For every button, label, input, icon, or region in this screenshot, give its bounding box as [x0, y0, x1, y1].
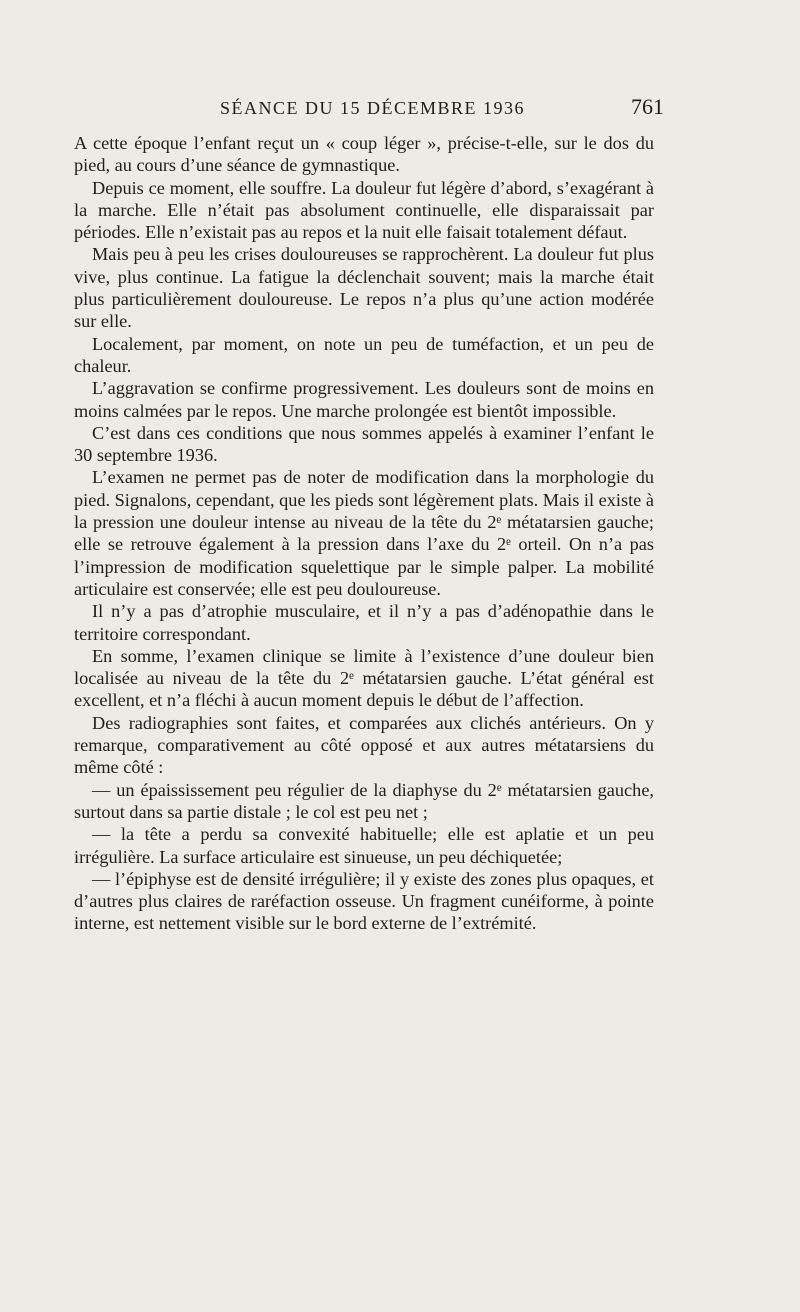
list-item: — l’épiphyse est de densité irrégulière; il y existe des zones plus opaques, et d’autres plus claires de raréfaction osseuse. Un fragment cunéiforme, à pointe interne, est nettement visible sur le bord externe de l’extrémité.: [74, 868, 654, 934]
page-number: 761: [631, 94, 664, 119]
paragraph: Des radiographies sont faites, et comparées aux clichés antérieurs. On y remarque, comparativement au côté opposé et aux autres métatarsiens du même côté :: [74, 712, 654, 778]
paragraph: Il n’y a pas d’atrophie musculaire, et il n’y a pas d’adénopathie dans le territoire correspondant.: [74, 601, 654, 644]
paragraph: Mais peu à peu les crises douloureuses se rapprochèrent. La douleur fut plus vive, plus continue. La fatigue la déclenchait souvent; mais la marche était plus particulièrement douloureuse. Le repos n’a plus qu’une action modérée sur elle.: [74, 244, 654, 332]
paragraph: A cette époque l’enfant reçut un « coup léger », précise-t-elle, sur le dos du pied, au cours d’une séance de gymnastique.: [74, 133, 654, 176]
paragraph: C’est dans ces conditions que nous sommes appelés à examiner l’enfant le 30 septembre 1936.: [74, 422, 654, 466]
running-title: SÉANCE DU 15 DÉCEMBRE 1936: [220, 98, 526, 118]
body-text: [74, 132, 654, 935]
paragraph: Localement, par moment, on note un peu de tuméfaction, et un peu de chaleur.: [74, 333, 654, 376]
running-head: [0, 94, 800, 128]
paragraph: Depuis ce moment, elle souffre. La douleur fut légère d’abord, s’exagérant à la marche. Elle n’était pas absolument continuelle, elle disparaissait par périodes. Elle n’existait pas au repos et la nuit elle faisait totalement défaut.: [74, 177, 654, 243]
paragraph: En somme, l’examen clinique se limite à l’existence d’une douleur bien localisée au niveau de la tête du 2ᵉ métatarsien gauche. L’état général est excellent, et n’a fléchi à aucun moment depuis le début de l’affection.: [74, 645, 654, 711]
paragraph: L’aggravation se confirme progressivement. Les douleurs sont de moins en moins calmées par le repos. Une marche prolongée est bientôt impossible.: [74, 378, 654, 421]
paragraph: L’examen ne permet pas de noter de modification dans la morphologie du pied. Signalons, cependant, que les pieds sont légèrement plats. Mais il existe à la pression une douleur intense au niveau de la tête du 2ᵉ métatarsien gauche; elle se retrouve également à la pression dans l’axe du 2ᵉ orteil. On n’a pas l’impression de modification squelettique par le simple palper. La mobilité articulaire est conservée; elle est peu douloureuse.: [74, 467, 654, 599]
list-item: — la tête a perdu sa convexité habituelle; elle est aplatie et un peu irrégulière. La surface articulaire est sinueuse, un peu déchiquetée;: [74, 824, 654, 867]
list-item: — un épaississement peu régulier de la diaphyse du 2ᵉ métatarsien gauche, surtout dans sa partie distale ; le col est peu net ;: [74, 779, 654, 822]
